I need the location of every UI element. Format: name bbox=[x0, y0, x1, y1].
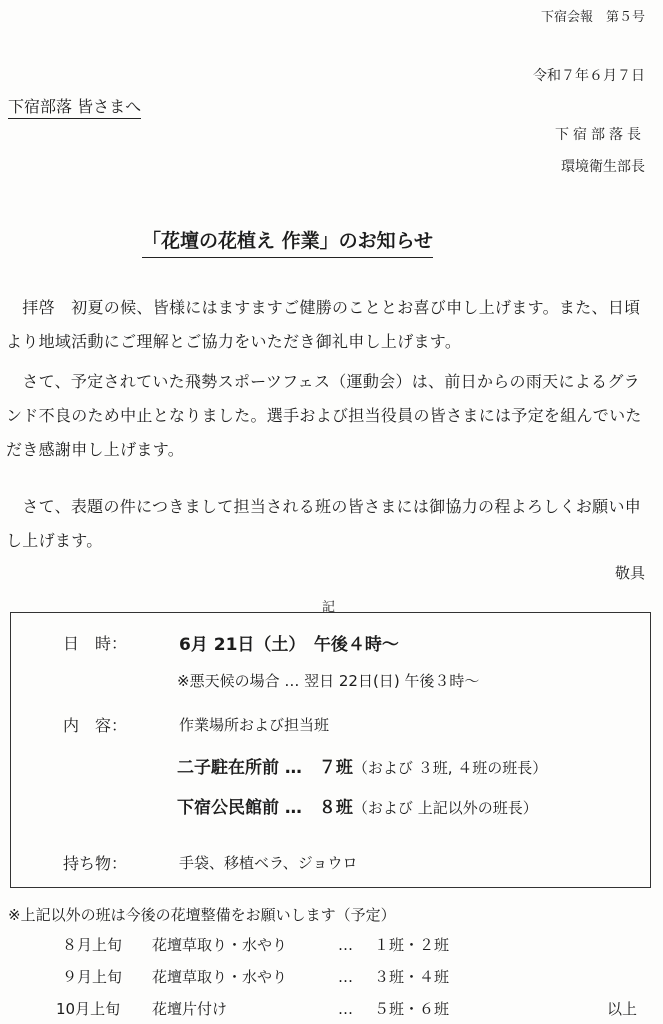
items-value: 手袋、移植ベラ、ジョウロ bbox=[179, 854, 358, 872]
request-paragraph: さて、表題の件につきまして担当される班の皆さまには御協力の程よろしくお願い申し上げます。 bbox=[6, 497, 642, 550]
schedule-task: 花壇草取り・水やり bbox=[152, 936, 288, 954]
schedule-when: 10月上旬 bbox=[56, 1000, 121, 1018]
schedule-task: 花壇片付け bbox=[152, 1000, 228, 1018]
schedule-dots: … bbox=[338, 1000, 353, 1018]
greeting-paragraph: 拝啓 初夏の候、皆様にはますますご健勝のこととお喜び申し上げます。また、日頃より地域活動にご理解とご協力をいただき御礼申し上げます。 bbox=[6, 298, 641, 351]
cancellation-paragraph: さて、予定されていた飛勢スポーツフェス（運動会）は、前日からの雨天によるグランド不良のため中止となりました。選手および担当役員の皆さまには予定を組んでいただき感謝申し上げます。 bbox=[6, 372, 642, 459]
items-label: 持ち物： bbox=[63, 854, 128, 873]
schedule-groups: ５班・６班 bbox=[374, 1000, 450, 1018]
schedule-row bbox=[62, 934, 449, 955]
sender-chief: 下宿部落長 bbox=[555, 127, 645, 143]
closing: 敬具 bbox=[614, 564, 645, 582]
place1-note: （および ３班, ４班の班長） bbox=[352, 759, 548, 777]
place2-row bbox=[177, 793, 538, 818]
sender-sanitation: 環境衛生部長 bbox=[561, 159, 645, 175]
schedule-row bbox=[56, 998, 449, 1019]
schedule-when: ８月上旬 bbox=[62, 936, 123, 954]
datetime-value: 6月 21日（土） 午後４時～ bbox=[179, 635, 399, 655]
schedule-task: 花壇草取り・水やり bbox=[152, 968, 288, 986]
schedule-note: ※上記以外の班は今後の花壇整備をお願いします（予定） bbox=[8, 906, 396, 924]
issue-number: 下宿会報 第５号 bbox=[540, 10, 645, 25]
place2: 下宿公民館前 … ８班 bbox=[177, 798, 353, 818]
content-intro: 作業場所および担当班 bbox=[179, 716, 330, 734]
rain-note: ※悪天候の場合 … 翌日 22日(日) 午後３時～ bbox=[177, 672, 480, 690]
place1: 二子駐在所前 … ７班 bbox=[177, 758, 353, 778]
issue-date: 令和７年６月７日 bbox=[533, 68, 645, 84]
schedule-row bbox=[62, 966, 449, 987]
schedule-when: ９月上旬 bbox=[62, 968, 123, 986]
schedule-dots: … bbox=[338, 936, 353, 954]
end-mark: 以上 bbox=[606, 1000, 637, 1018]
schedule-dots: … bbox=[338, 968, 353, 986]
place1-row bbox=[177, 753, 547, 778]
recipient: 下宿部落 皆さまへ bbox=[8, 94, 141, 119]
details-box bbox=[10, 612, 651, 888]
datetime-label: 日 時： bbox=[63, 634, 128, 653]
page-title: 「花壇の花植え 作業」のお知らせ bbox=[142, 226, 433, 258]
schedule-groups: ３班・４班 bbox=[374, 968, 450, 986]
ki-marker: 記 bbox=[322, 600, 336, 615]
schedule-groups: １班・２班 bbox=[374, 936, 450, 954]
content-label: 内 容： bbox=[63, 716, 128, 735]
place2-note: （および 上記以外の班長） bbox=[352, 799, 538, 817]
